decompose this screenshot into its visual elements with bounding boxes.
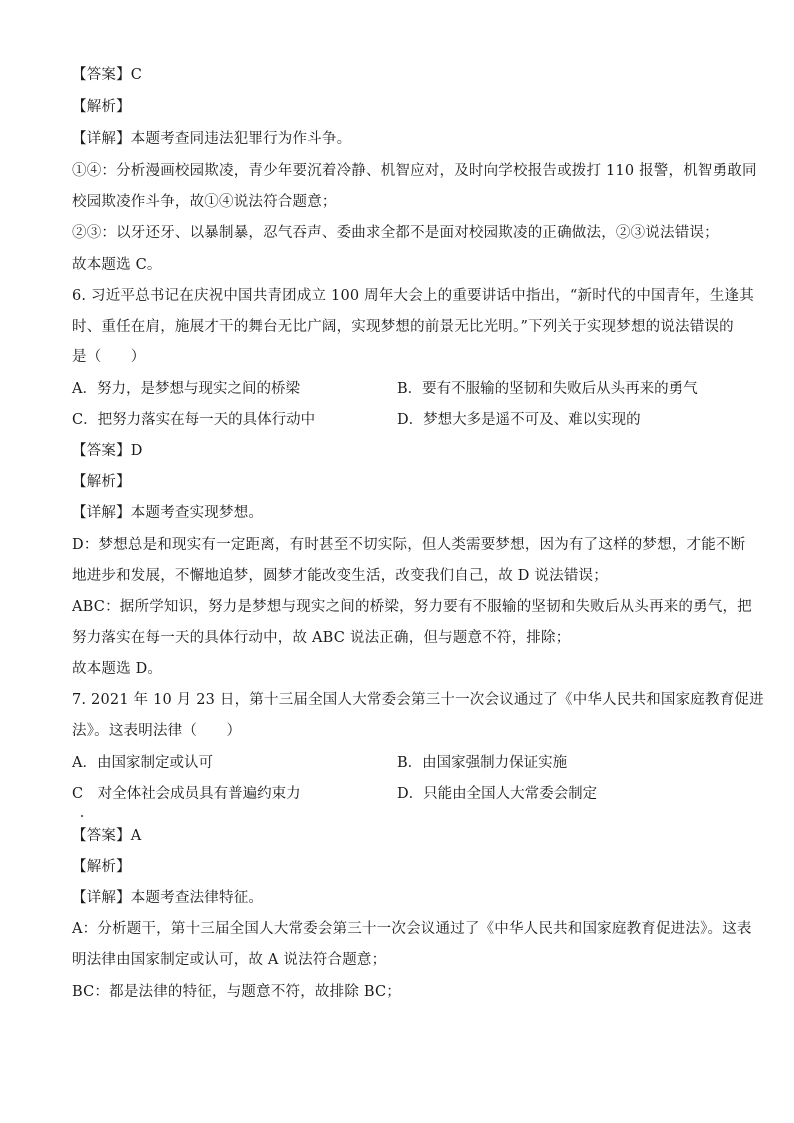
- q6-option-a: A．努力，是梦想与现实之间的桥梁: [72, 381, 300, 397]
- q5-answer: 【答案】C: [72, 67, 143, 83]
- stray-dot-mark: [81, 815, 83, 817]
- q5-detail: 【详解】本题考查同违法犯罪行为作斗争。: [72, 131, 352, 147]
- q5-analysis-heading: 【解析】: [72, 99, 131, 115]
- q6-explanation-abc-line-1: ABC：据所学知识，努力是梦想与现实之间的桥梁，努力要有不服输的坚韧和失败后从头再来的勇气，把: [72, 599, 752, 615]
- q5-explanation-line-1: ①④：分析漫画校园欺凌，青少年要沉着冷静、机智应对，及时向学校报告或拨打 110 报警，机智勇敢同: [72, 163, 757, 179]
- q5-explanation-line-3: ②③：以牙还牙、以暴制暴，忍气吞声、委曲求全都不是面对校园欺凌的正确做法，②③说法错误；: [72, 225, 719, 241]
- q6-explanation-d-line-1: D：梦想总是和现实有一定距离，有时甚至不切实际，但人类需要梦想，因为有了这样的梦想，才能不断: [72, 537, 746, 553]
- q6-stem-line-3: 是（ ）: [72, 349, 146, 365]
- q6-answer: 【答案】D: [72, 443, 143, 459]
- q7-stem-line-2: 法》。这表明法律（ ）: [72, 723, 242, 739]
- q6-analysis-heading: 【解析】: [72, 474, 131, 490]
- q7-option-a: A．由国家制定或认可: [72, 755, 213, 771]
- q5-explanation-line-2: 校园欺凌作斗争，故①④说法符合题意；: [72, 194, 337, 210]
- q7-option-c: C 对全体社会成员具有普遍约束力: [72, 786, 301, 802]
- q7-answer: 【答案】A: [72, 828, 142, 844]
- q7-explanation-a-line-2: 明法律由国家制定或认可，故 A 说法符合题意；: [72, 952, 387, 968]
- q6-option-d: D．梦想大多是遥不可及、难以实现的: [397, 412, 641, 428]
- q6-option-c: C．把努力落实在每一天的具体行动中: [72, 412, 316, 428]
- q6-explanation-d-line-2: 地进步和发展，不懈地追梦，圆梦才能改变生活，改变我们自己，故 D 说法错误；: [72, 568, 608, 584]
- q7-analysis-heading: 【解析】: [72, 859, 131, 875]
- q6-explanation-abc-line-2: 努力落实在每一天的具体行动中，故 ABC 说法正确，但与题意不符，排除；: [72, 630, 571, 646]
- q7-detail: 【详解】本题考查法律特征。: [72, 890, 264, 906]
- q6-stem-line-2: 时、重任在肩，施展才干的舞台无比广阔，实现梦想的前景无比光明。”下列关于实现梦想的说法错误的: [72, 319, 734, 335]
- q6-stem-line-1: 6. 习近平总书记在庆祝中国共青团成立 100 周年大会上的重要讲话中指出，“新时代的中国青年，生逢其: [72, 288, 754, 304]
- q7-option-d: D．只能由全国人大常委会制定: [397, 786, 598, 802]
- q6-option-b: B．要有不服输的坚韧和失败后从头再来的勇气: [397, 381, 698, 397]
- q7-option-b: B．由国家强制力保证实施: [397, 755, 568, 771]
- q6-detail: 【详解】本题考查实现梦想。: [72, 505, 264, 521]
- q7-explanation-a-line-1: A：分析题干，第十三届全国人大常委会第三十一次会议通过了《中华人民共和国家庭教育促进法》。这表: [72, 921, 752, 937]
- q6-conclusion: 故本题选 D。: [72, 661, 163, 677]
- q7-stem-line-1: 7. 2021 年 10 月 23 日，第十三届全国人大常委会第三十一次会议通过了《中华人民共和国家庭教育促进: [72, 692, 764, 708]
- q7-explanation-bc: BC：都是法律的特征，与题意不符，故排除 BC；: [72, 984, 401, 1000]
- q5-conclusion: 故本题选 C。: [72, 257, 162, 273]
